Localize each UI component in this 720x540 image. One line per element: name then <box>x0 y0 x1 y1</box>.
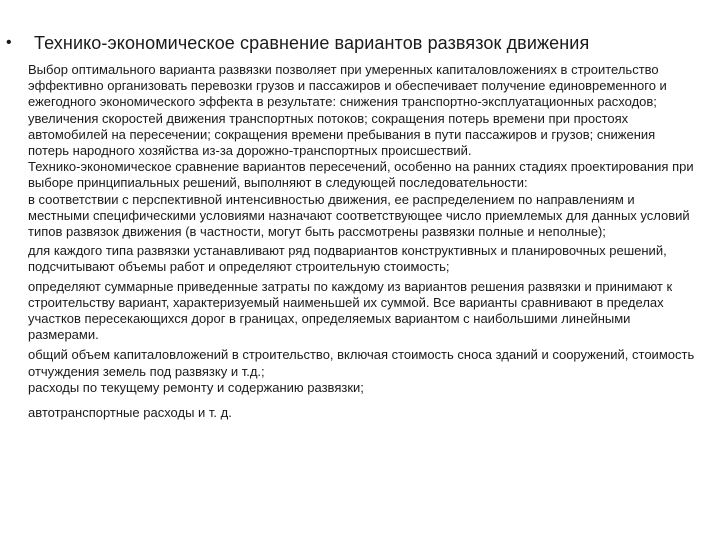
slide-body <box>28 62 696 421</box>
paragraph-step-1: в соответствии с перспективной интенсивностью движения, ее распределением по направлениям и местными специфическими условиями назначают соответствующее число приемлемых для данных условий типов развязок движения (в частности, могут быть рассмотрены развязки полные и неполные); <box>28 191 690 240</box>
paragraph-transport-costs: автотранспортные расходы и т. д. <box>28 405 232 421</box>
paragraph-intro: Выбор оптимального варианта развязки позволяет при умеренных капиталовложениях в строительство эффективно организовать перевозки грузов и пассажиров и обеспечивает получение единовременного и ежегодного экономического эффекта в результате: снижения транспортно-эксплуатационных расходов; увеличения скоростей движения транспортных потоков; сокращения потерь времени при простоях автомобилей на пересечении; сокращения времени пребывания в пути пассажиров и грузов; снижения потерь народного хозяйства из-за дорожно-транспортных происшествий. <box>28 62 667 159</box>
slide-title-row <box>0 30 720 56</box>
bullet-icon: • <box>6 34 12 51</box>
slide-title: Технико-экономическое сравнение вариантов развязок движения <box>34 33 590 53</box>
paragraph-capital-costs: общий объем капиталовложений в строительство, включая стоимость сноса зданий и сооружений, стоимость отчуждения земель под развязку и т.д.; <box>28 347 695 379</box>
paragraph-step-2: для каждого типа развязки устанавливают ряд подвариантов конструктивных и планировочных решений, подсчитывают объемы работ и определяют строительную стоимость; <box>28 243 667 275</box>
paragraph-sequence-intro: Технико-экономическое сравнение вариантов пересечений, особенно на ранних стадиях проектирования при выборе принципиальных решений, выполняют в следующей последовательности: <box>28 159 694 191</box>
paragraph-maintenance-costs: расходы по текущему ремонту и содержанию развязки; <box>28 379 364 395</box>
paragraph-step-3: определяют суммарные приведенные затраты по каждому из вариантов решения развязки и принимают к строительству вариант, характеризуемый наименьшей их суммой. Все варианты сравнивают в пределах участков пересекающихся дорог в границах, определяемых вариантом с наибольшими линейными размерами. <box>28 278 673 343</box>
